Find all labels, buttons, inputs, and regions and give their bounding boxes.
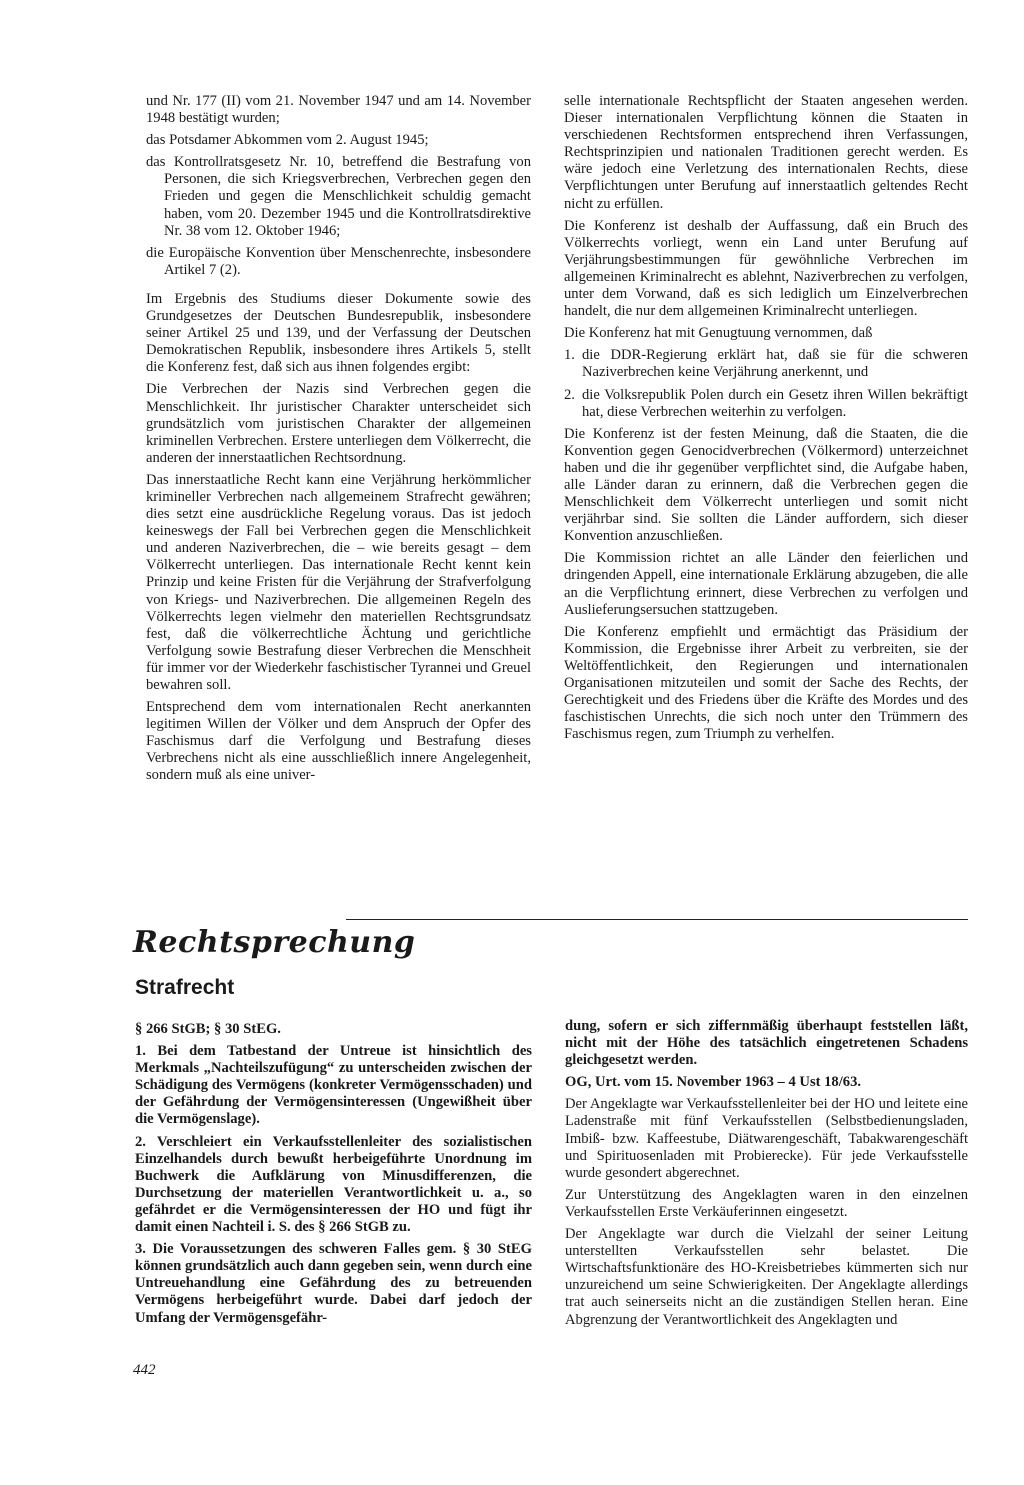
list-number: 1. [564, 347, 575, 364]
legal-reference: § 266 StGB; § 30 StEG. [135, 1021, 281, 1037]
paragraph: die Europäische Konvention über Menschenrechte, insbesondere Artikel 7 (2). [146, 244, 531, 278]
list-text: die Volksrepublik Polen durch ein Gesetz ihren Willen bekräftigt hat, diese Verbrechen weiterhin zu verfolgen. [582, 386, 968, 420]
paragraph: Die Konferenz ist deshalb der Auffassung, daß ein Bruch des Völkerrechts vorliegt, wenn ein Land unter Berufung auf Verjährungsbestimmungen für gewöhnliche Verbrechen im allgemeinen Kriminalrecht es ablehnt, Naziverbrechen zu verfolgen, unter dem Vorwand, daß es sich lediglich um Einzelverbrechen handelt, die nur dem allgemeinen Kriminalrecht unterliegen. [564, 217, 968, 320]
paragraph: Das innerstaatliche Recht kann eine Verjährung herkömmlicher krimineller Verbrechen nach allgemeinem Strafrecht gewähren; dies setzt eine ausdrückliche Regelung voraus. Das ist jedoch keineswegs der Fall bei Verbrechen gegen die Menschlichkeit und anderen Naziverbrechen, die – wie bereits gesagt – dem Völkerrecht unterliegen. Das internationale Recht kennt kein Prinzip und keine Fristen für die Verjährung der Strafverfolgung von Kriegs- und Naziverbrechen. Die allgemeinen Regeln des Völkerrechts legen vielmehr den materiellen Rechtsgrundsatz fest, daß die völkerrechtliche Ächtung und gerichtliche Verfolgung sowie Bestrafung dieser Verbrechen die Menschheit für immer vor der Wiederkehr faschistischer Tyrannei und Greuel bewahren soll. [146, 471, 531, 693]
paragraph: Der Angeklagte war durch die Vielzahl der seiner Leitung unterstellten Verkaufsstellen sehr belastet. Die Wirtschaftsfunktionäre des HO-Kreisbetriebes kümmerten sich nur unzureichend um seine Schwierigkeiten. Der Angeklagte allerdings trat auch seinerseits nicht an die zuständigen Stellen heran. Eine Abgrenzung der Verantwortlichkeit des Angeklagten und [565, 1226, 968, 1328]
paragraph: Die Verbrechen der Nazis sind Verbrechen gegen die Menschlichkeit. Ihr juristischer Charakter unterscheidet sich grundsätzlich vom juristischen Charakter der allgemeinen kriminellen Verbrechen. Erstere unterliegen dem Völkerrecht, die anderen der innerstaatlichen Rechtsordnung. [146, 381, 531, 466]
paragraph: Die Konferenz empfiehlt und ermächtigt das Präsidium der Kommission, die Ergebnisse ihrer Arbeit zu verbreiten, sie der Weltöffentlichkeit, den Regierungen und internationalen Organisationen mitzuteilen und somit der Sache des Rechts, der Gerechtigkeit und des Friedens über die Kräfte des Mordes und des faschistischen Unrechts, die sich noch unter den Trümmern des Faschismus regen, zum Triumph zu verhelfen. [564, 623, 968, 743]
top-right-column [564, 93, 968, 748]
list-item [564, 347, 968, 381]
paragraph: Die Konferenz ist der festen Meinung, daß die Staaten, die die Konvention gegen Genocidverbrechen (Völkermord) unterzeichnet haben und die ihr gegenüber verpflichtet sind, die Aufgabe haben, alle Länder daran zu erinnern, daß die Verbrechen gegen die Menschlichkeit dem Völkerrecht unterliegen und somit nicht verjährbar sind. Sie sollten die Länder auffordern, sich dieser Konvention anzuschließen. [564, 425, 968, 545]
paragraph: das Kontrollratsgesetz Nr. 10, betreffend die Bestrafung von Personen, die sich Kriegsverbrechen, Verbrechen gegen den Frieden und gegen die Menschlichkeit schuldig gemacht haben, vom 20. Dezember 1945 und die Kontrollratsdirektive Nr. 38 vom 12. Oktober 1946; [146, 154, 531, 239]
paragraph: Entsprechend dem vom internationalen Recht anerkannten legitimen Willen der Völker und dem Anspruch der Opfer des Faschismus darf die Verfolgung und Bestrafung dieses Verbrechens nicht als eine ausschließlich innere Angelegenheit, sondern muß als eine univer- [146, 699, 531, 784]
paragraph: und Nr. 177 (II) vom 21. November 1947 und am 14. November 1948 bestätigt wurden; [146, 93, 531, 127]
paragraph: Der Angeklagte war Verkaufsstellenleiter bei der HO und leitete eine Ladenstraße mit fünf Verkaufsstellen (Selbstbedienungsladen, Imbiß- bzw. Kaffeestube, Diätwarengeschäft, Tabakwarengeschäft und Spirituosenladen mit Probierecke). Für jede Verkaufsstelle wurde gesondert abgerechnet. [565, 1096, 968, 1181]
section-divider [346, 919, 968, 920]
list-item [564, 387, 968, 421]
bottom-right-column [565, 1018, 968, 1334]
headnote: 2. Verschleiert ein Verkaufsstellenleiter des sozialistischen Einzelhandels durch bewußt herbeigeführte Unordnung im Buchwerk die Aufklärung von Minusdifferenzen, die Durchsetzung der materiellen Verantwortlichkeit u. a., so gefährdet er die Vermögensinteressen der HO und fügt ihr damit einen Nachteil i. S. des § 266 StGB zu. [135, 1133, 532, 1236]
page-number: 442 [133, 1362, 156, 1378]
paragraph: Die Konferenz hat mit Genugtuung vernommen, daß [564, 325, 873, 342]
paragraph: Zur Unterstützung des Angeklagten waren in den einzelnen Verkaufsstellen Erste Verkäuferinnen eingesetzt. [565, 1186, 968, 1220]
headnote: 1. Bei dem Tatbestand der Untreue ist hinsichtlich des Merkmals „Nachteilszufügung“ zu unterscheiden zwischen der Schädigung des Vermögens (konkreter Vermögensschaden) und der Gefährdung der Vermögensinteressen (Ungewißheit über die Vermögenslage). [135, 1043, 532, 1128]
top-left-column [146, 93, 531, 790]
list-text: die DDR-Regierung erklärt hat, daß sie für die schweren Naziverbrechen keine Verjährung anerkennt, und [582, 347, 968, 381]
bottom-left-column [135, 1021, 532, 1332]
case-citation: OG, Urt. vom 15. November 1963 – 4 Ust 18/63. [565, 1074, 862, 1091]
section-title: Strafrecht [135, 976, 235, 999]
paragraph: das Potsdamer Abkommen vom 2. August 1945; [146, 132, 429, 149]
section-heading: Rechtsprechung [133, 925, 416, 960]
headnote: 3. Die Voraussetzungen des schweren Falles gem. § 30 StEG können grundsätzlich auch dann gegeben sein, wenn durch eine Untreuehandlung eine Gefährdung des zu betreuenden Vermögens herbeigeführt wurde. Dabei darf jedoch der Umfang der Vermögensgefähr- [135, 1241, 532, 1326]
list-number: 2. [564, 386, 575, 403]
paragraph: Die Kommission richtet an alle Länder den feierlichen und dringenden Appell, eine internationale Erklärung abzugeben, die alle an die Verpflichtung erinnert, diese Verbrechen zu verfolgen und Auslieferungsersuchen stattzugeben. [564, 550, 968, 618]
headnote-continuation: dung, sofern er sich ziffernmäßig überhaupt feststellen läßt, nicht mit der Höhe des tatsächlich eingetretenen Schadens gleichgesetzt werden. [565, 1018, 968, 1069]
paragraph: Im Ergebnis des Studiums dieser Dokumente sowie des Grundgesetzes der Deutschen Bundesrepublik, insbesondere seiner Artikel 25 und 139, und der Verfassung der Deutschen Demokratischen Republik, insbesondere ihres Artikels 5, stellt die Konferenz fest, daß sich aus ihnen folgendes ergibt: [146, 290, 531, 376]
paragraph: selle internationale Rechtspflicht der Staaten angesehen werden. Dieser internationalen Verpflichtung können die Staaten in verschiedenen Rechtsformen entsprechend ihren Verfassungen, Rechtsprinzipien und nationalen Traditionen gerecht werden. Es wäre jedoch eine Verletzung des internationalen Rechts, diese Verpflichtungen unter Berufung auf innerstaatlich geltendes Recht nicht zu erfüllen. [564, 93, 968, 212]
